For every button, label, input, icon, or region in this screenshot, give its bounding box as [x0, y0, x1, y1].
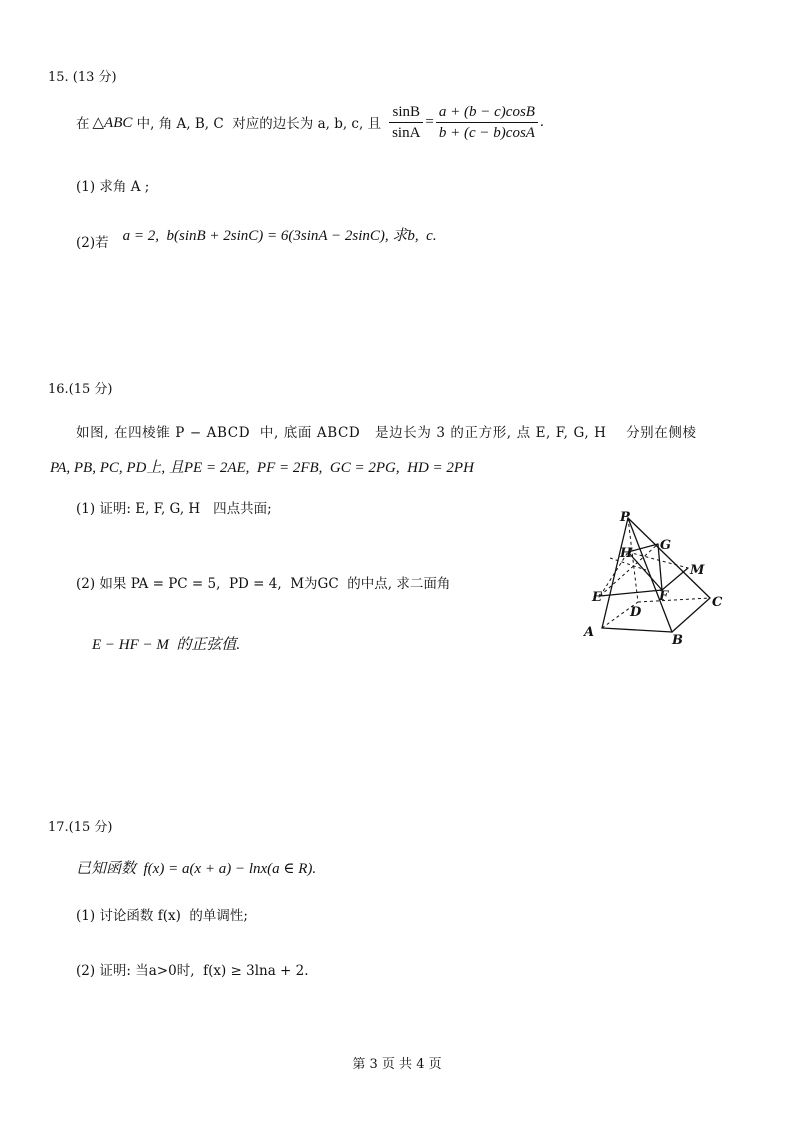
label-H: H [620, 546, 633, 561]
q15-frac-left-den: sinA [392, 124, 421, 141]
edge-AB [602, 628, 672, 632]
q15-stem-prefix: 在 [76, 116, 90, 132]
q15-equals: = [425, 113, 434, 130]
segment-HF [628, 552, 662, 590]
q15-header: 15. (13 分) [48, 70, 117, 85]
segment-HG [628, 544, 658, 552]
segment-EF [600, 590, 662, 596]
edge-BC [672, 598, 710, 632]
page-footer: 第 3 页 共 4 页 [352, 1057, 442, 1072]
q15-frac-right-num: a + (b − c)cosB [436, 102, 538, 123]
label-P: P [620, 510, 630, 525]
label-F: F [659, 589, 669, 604]
label-M: M [690, 563, 705, 578]
q15-part2 [76, 224, 437, 251]
label-A: A [584, 625, 595, 640]
q17-part1: (1) 讨论函数 f(x) 的单调性; [76, 908, 248, 924]
q17-header: 17.(15 分) [48, 820, 113, 835]
q15-frac-right-den: b + (c − b)cosA [438, 124, 535, 141]
q15-triangle: △ABC [92, 114, 133, 131]
q16-stem-line1: 如图, 在四棱锥 P − ABCD 中, 底面 ABCD 是边长为 3 的正方形, 点 E, F, G, H 分别在侧棱 [76, 425, 697, 441]
edge-PA [602, 518, 628, 628]
label-C: C [712, 595, 723, 610]
q16-part2-line1: (2) 如果 PA = PC = 5, PD = 4, M为GC 的中点, 求二面角 [76, 576, 451, 592]
segment-FM [662, 568, 688, 590]
pyramid-figure [580, 510, 730, 650]
q17-stem: 已知函数 f(x) = a(x + a) − lnx(a ∈ R). [76, 861, 317, 877]
label-B: B [672, 633, 683, 648]
q15-stem-end: . [539, 113, 544, 130]
q16-part1: (1) 证明: E, F, G, H 四点共面; [76, 501, 272, 517]
q15-part2-label: (2)若 [76, 234, 109, 251]
q15-part2-math: a = 2, b(sinB + 2sinC) = 6(3sinA − 2sinC), 求b, c. [122, 228, 437, 244]
q15-frac-left-num: sinB [389, 102, 423, 123]
q15-fraction-right [436, 102, 538, 143]
q16-part2-line2: E − HF − M 的正弦值. [92, 637, 241, 653]
edge-PC [628, 518, 710, 598]
q17-part2: (2) 证明: 当a>0时, f(x) ≥ 3lna + 2. [76, 963, 309, 979]
q15-part1: (1) 求角 A ; [76, 179, 150, 195]
q15-stem-mid: 中, 角 A, B, C 对应的边长为 a, b, c, 且 [132, 116, 382, 132]
label-E: E [592, 590, 602, 605]
label-D: D [630, 605, 642, 620]
label-G: G [660, 538, 672, 553]
q16-stem-line2: PA, PB, PC, PD上, 且PE = 2AE, PF = 2FB, GC = 2PG, HD = 2PH [50, 460, 474, 476]
q15-fraction-left [389, 102, 423, 143]
q16-header: 16.(15 分) [48, 382, 113, 397]
edge-DC [638, 598, 710, 602]
q15-stem [76, 102, 544, 142]
segment-HM [628, 552, 688, 568]
